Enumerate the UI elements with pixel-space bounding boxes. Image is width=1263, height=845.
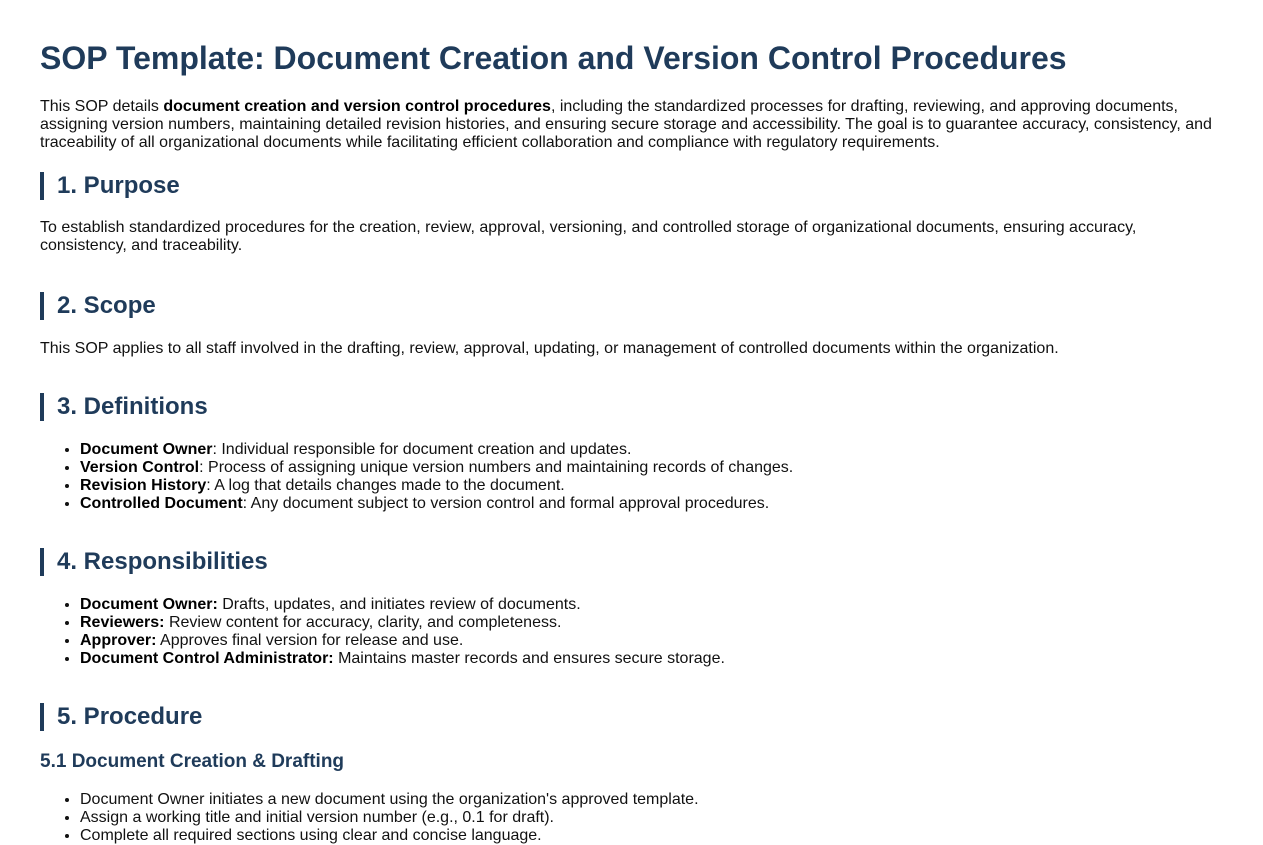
definition-term: Document Owner [80,441,213,458]
list-item [80,596,1223,614]
section-heading-scope: 2. Scope [40,292,1223,320]
responsibility-role: Document Owner: [80,596,218,613]
responsibility-role: Document Control Administrator: [80,650,334,667]
list-item [80,459,1223,477]
responsibilities-list [40,596,1223,668]
intro-bold: document creation and version control procedures [163,98,551,115]
section-heading-responsibilities: 4. Responsibilities [40,548,1223,576]
list-item [80,441,1223,459]
list-item: • Assign a working title and initial version number (e.g., 0.1 for draft). [80,809,1223,827]
definition-desc: : Any document subject to version control and formal approval procedures. [242,495,770,512]
responsibility-desc: Maintains master records and ensures secure storage. [333,650,725,667]
purpose-text: To establish standardized procedures for the creation, review, approval, versioning, and controlled storage of organizational documents, ensuring accuracy, consistency, and traceability. [40,219,1137,254]
list-item [80,495,1223,513]
list-item [80,614,1223,632]
definition-desc: : Individual responsible for document creation and updates. [212,441,632,458]
responsibility-desc: Review content for accuracy, clarity, and completeness. [164,614,562,631]
intro-paragraph [40,98,1223,152]
subsection-heading-creation: 5.1 Document Creation & Drafting [40,751,345,772]
section-heading-purpose: 1. Purpose [40,172,1223,200]
definition-term: Revision History [80,477,207,494]
definitions-list [40,441,1223,513]
section-heading-procedure: 5. Procedure [40,703,1223,731]
responsibility-role: Approver: [80,632,157,649]
responsibility-desc: Approves final version for release and use. [156,632,464,649]
list-item [80,632,1223,650]
responsibility-role: Reviewers: [80,614,165,631]
definition-term: Controlled Document [80,495,243,512]
list-item [80,477,1223,495]
definition-term: Version Control [80,459,200,476]
intro-prefix: This SOP details [40,98,164,115]
section-heading-definitions: 3. Definitions [40,393,1223,421]
definition-desc: : A log that details changes made to the document. [206,477,565,494]
document-content [40,0,1223,845]
scope-text: This SOP applies to all staff involved in the drafting, review, approval, updating, or management of controlled documents within the organization. [40,340,1059,357]
definition-desc: : Process of assigning unique version numbers and maintaining records of changes. [199,459,794,476]
list-item [80,650,1223,668]
list-item: • Complete all required sections using clear and concise language. [80,827,1223,845]
responsibility-desc: Drafts, updates, and initiates review of documents. [217,596,581,613]
list-item: • Document Owner initiates a new document using the organization's approved template. [80,791,1223,809]
page-title: SOP Template: Document Creation and Version Control Procedures [40,40,1067,76]
creation-steps-list [40,791,1223,845]
intro-suffix: , including the standardized processes for drafting, reviewing, and approving documents, assigning version numbers, maintaining detailed revision histories, and ensuring secure storage and accessibility. The goal is to guarantee accuracy, consistency, and traceability of all organizational documents while facilitating efficient collaboration and compliance with regulatory requirements. [40,98,1212,151]
